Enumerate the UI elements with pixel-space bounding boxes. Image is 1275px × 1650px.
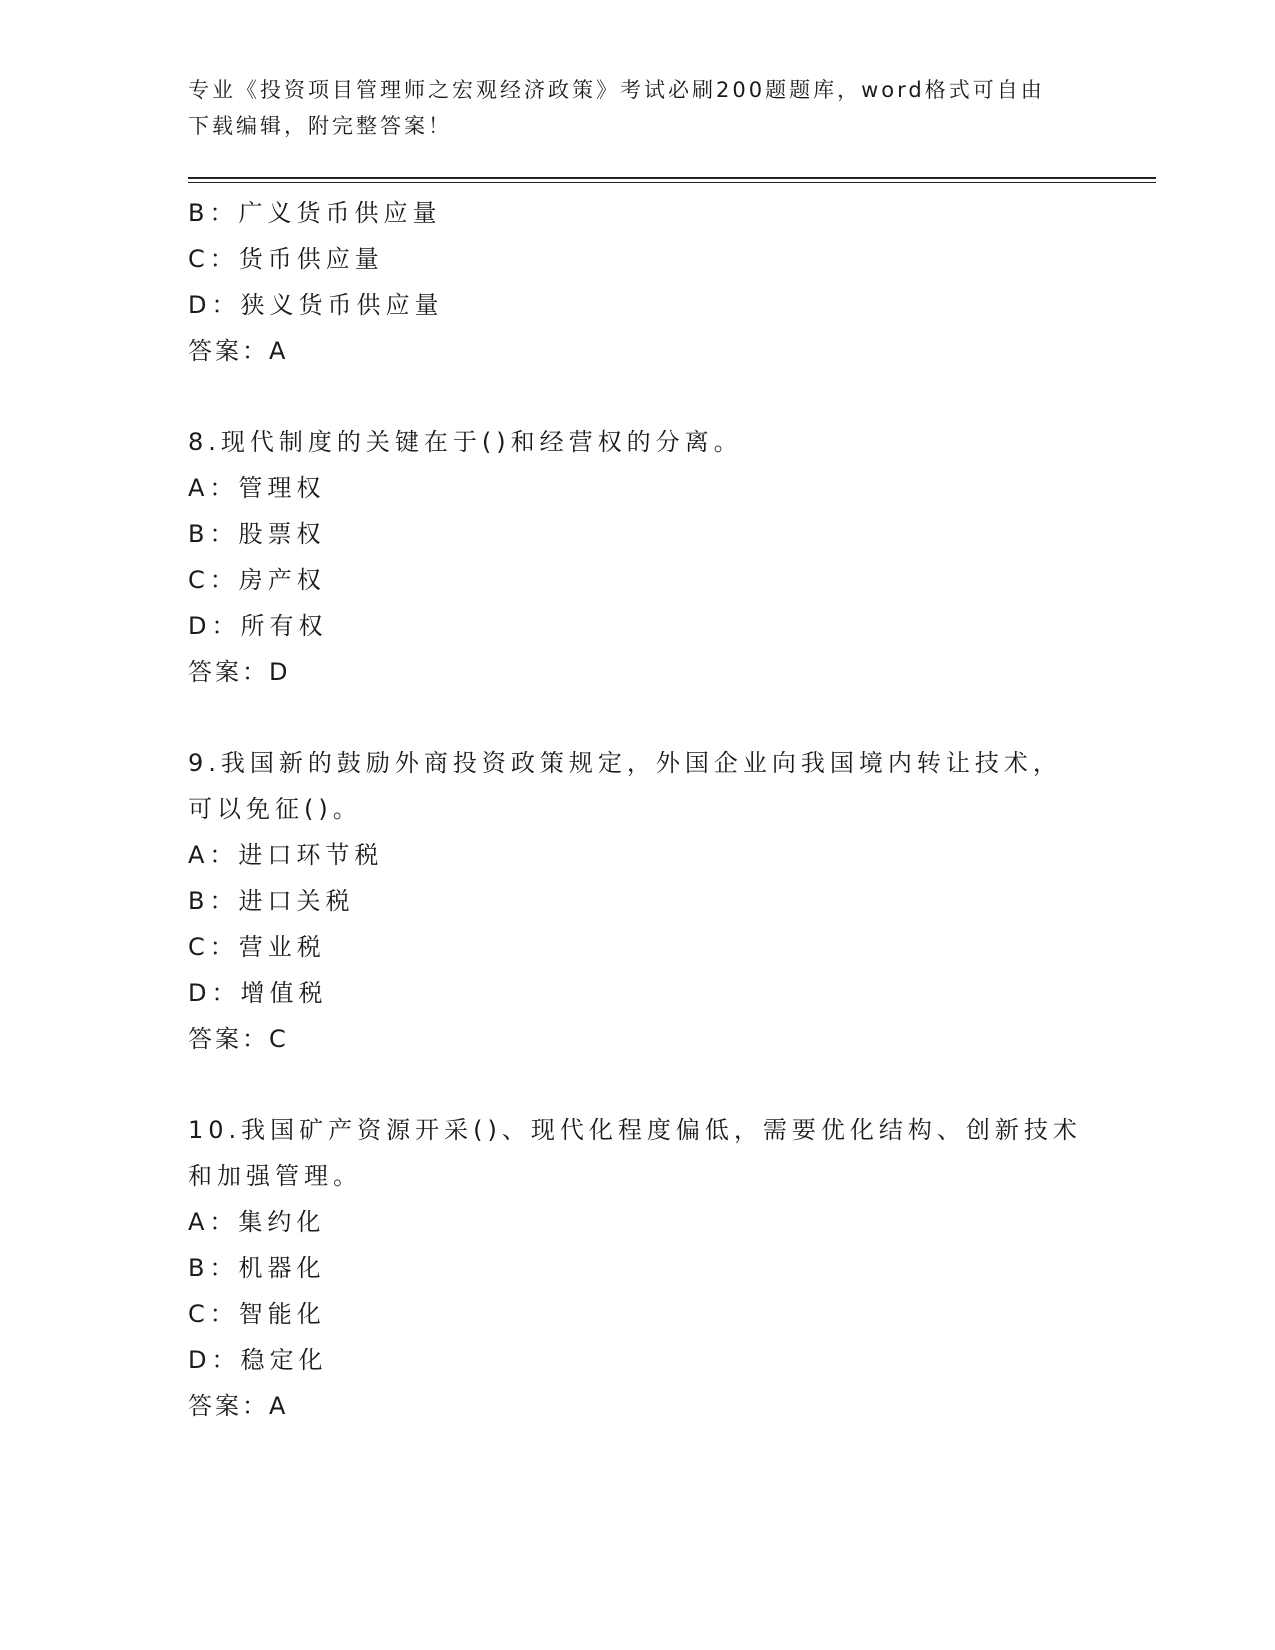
option-b: B：进口关税 bbox=[188, 887, 355, 915]
spacer bbox=[188, 695, 1088, 740]
question-text-line-2: 可以免征()。 bbox=[188, 795, 362, 823]
question-7-continued bbox=[188, 190, 1088, 374]
option-d: D：稳定化 bbox=[188, 1346, 328, 1374]
option-a: A：集约化 bbox=[188, 1208, 326, 1236]
option-d: D：增值税 bbox=[188, 979, 328, 1007]
header-divider-thick bbox=[188, 177, 1156, 179]
option-c: C：智能化 bbox=[188, 1300, 326, 1328]
question-10 bbox=[188, 1107, 1088, 1429]
answer-line: 答案：C bbox=[188, 1025, 289, 1053]
answer-line: 答案：D bbox=[188, 658, 291, 686]
question-8 bbox=[188, 419, 1088, 695]
header-line-1: 专业《投资项目管理师之宏观经济政策》考试必刷200题题库，word格式可自由 bbox=[188, 78, 1045, 102]
option-b: B：机器化 bbox=[188, 1254, 326, 1282]
answer-line: 答案：A bbox=[188, 337, 289, 365]
header-divider-thin bbox=[188, 182, 1156, 183]
question-text-line-1: 9.我国新的鼓励外商投资政策规定，外国企业向我国境内转让技术， bbox=[188, 749, 1062, 777]
option-b: B：广义货币供应量 bbox=[188, 199, 442, 227]
header-line-2: 下载编辑，附完整答案！ bbox=[188, 114, 452, 138]
question-text-line-2: 和加强管理。 bbox=[188, 1162, 362, 1190]
spacer bbox=[188, 1062, 1088, 1107]
question-9 bbox=[188, 740, 1088, 1062]
option-b: B：股票权 bbox=[188, 520, 326, 548]
question-text: 8.现代制度的关键在于()和经营权的分离。 bbox=[188, 428, 743, 456]
option-d: D：所有权 bbox=[188, 612, 328, 640]
document-header bbox=[188, 72, 1088, 144]
spacer bbox=[188, 374, 1088, 419]
option-a: A：管理权 bbox=[188, 474, 326, 502]
answer-line: 答案：A bbox=[188, 1392, 289, 1420]
option-c: C：房产权 bbox=[188, 566, 326, 594]
option-d: D：狭义货币供应量 bbox=[188, 291, 444, 319]
question-list bbox=[188, 190, 1088, 1429]
option-c: C：营业税 bbox=[188, 933, 326, 961]
option-a: A：进口环节税 bbox=[188, 841, 384, 869]
question-text-line-1: 10.我国矿产资源开采()、现代化程度偏低，需要优化结构、创新技术 bbox=[188, 1116, 1082, 1144]
option-c: C：货币供应量 bbox=[188, 245, 384, 273]
